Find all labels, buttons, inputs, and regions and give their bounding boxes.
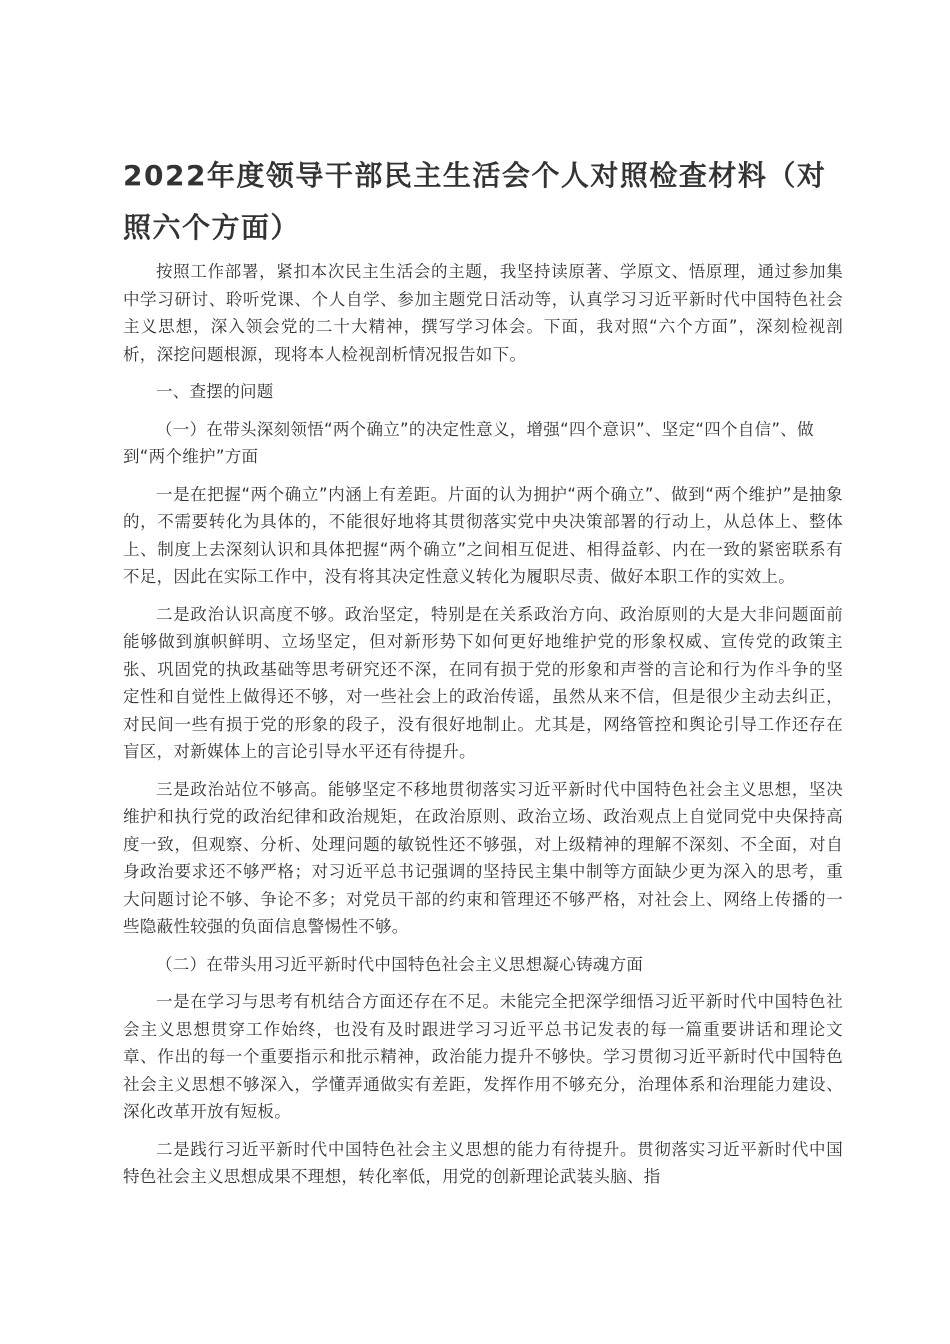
subsection-1-paragraph-2: 二是政治认识高度不够。政治坚定，特别是在关系政治方向、政治原则的大是大非问题面前能够做到旗帜鲜明、立场坚定，但对新形势下如何更好地维护党的形象权威、宣传党的政策主张、巩固党的执政基础等思考研究还不深，在同有损于党的形象和声誉的言论和行为作斗争的坚定性和自觉性上做得还不够，对一些社会上的政治传谣，虽然从来不信，但是很少主动去纠正，对民间一些有损于党的形象的段子，没有很好地制止。尤其是，网络管控和舆论引导工作还存在盲区，对新媒体上的言论引导水平还有待提升。 (123, 604, 843, 761)
document-body (123, 258, 843, 1201)
subsection-heading-2: （二）在带头用习近平新时代中国特色社会主义思想凝心铸魂方面 (156, 954, 644, 974)
subsection-heading-1: （一）在带头深刻领悟“两个确立”的决定性意义，增强“四个意识”、坚定“四个自信”、做到“两个维护”方面 (123, 419, 814, 466)
subsection-2-paragraph-2: 二是践行习近平新时代中国特色社会主义思想的能力有待提升。贯彻落实习近平新时代中国特色社会主义思想成果不理想，转化率低，用党的创新理论武装头脑、指 (123, 1139, 843, 1186)
subsection-2-paragraph-1: 一是在学习与思考有机结合方面还存在不足。未能完全把深学细悟习近平新时代中国特色社会主义思想贯穿工作始终，也没有及时跟进学习习近平总书记发表的每一篇重要讲话和理论文章、作出的每一个重要指示和批示精神，政治能力提升不够快。学习贯彻习近平新时代中国特色社会主义思想不够深入，学懂弄通做实有差距，发挥作用不够充分，治理体系和治理能力建设、深化改革开放有短板。 (123, 992, 843, 1121)
section-heading-problems: 一、查摆的问题 (156, 382, 274, 401)
subsection-1-paragraph-1: 一是在把握“两个确立”内涵上有差距。片面的认为拥护“两个确立”、做到“两个维护”是抽象的，不需要转化为具体的，不能很好地将其贯彻落实党中央决策部署的行动上，从总体上、整体上、制度上去深刻认识和具体把握“两个确立”之间相互促进、相得益彰、内在一致的紧密联系有不足，因此在实际工作中，没有将其决定性意义转化为履职尽责、做好本职工作的实效上。 (123, 484, 843, 586)
document-title: 2022年度领导干部民主生活会个人对照检查材料（对照六个方面） (123, 159, 827, 244)
subsection-1-paragraph-3: 三是政治站位不够高。能够坚定不移地贯彻落实习近平新时代中国特色社会主义思想，坚决维护和执行党的政治纪律和政治规矩，在政治原则、政治立场、政治观点上自觉同党中央保持高度一致，但观察、分析、处理问题的敏锐性还不够强，对上级精神的理解不深刻、不全面，对自身政治要求还不够严格；对习近平总书记强调的坚持民主集中制等方面缺少更为深入的思考，重大问题讨论不够、争论不多；对党员干部的约束和管理还不够严格，对社会上、网络上传播的一些隐蔽性较强的负面信息警惕性不够。 (123, 779, 843, 936)
intro-paragraph: 按照工作部署，紧扣本次民主生活会的主题，我坚持读原著、学原文、悟原理，通过参加集中学习研讨、聆听党课、个人自学、参加主题党日活动等，认真学习习近平新时代中国特色社会主义思想，深入领会党的二十大精神，撰写学习体会。下面，我对照“六个方面”，深刻检视剖析，深挖问题根源，现将本人检视剖析情况报告如下。 (123, 262, 843, 364)
